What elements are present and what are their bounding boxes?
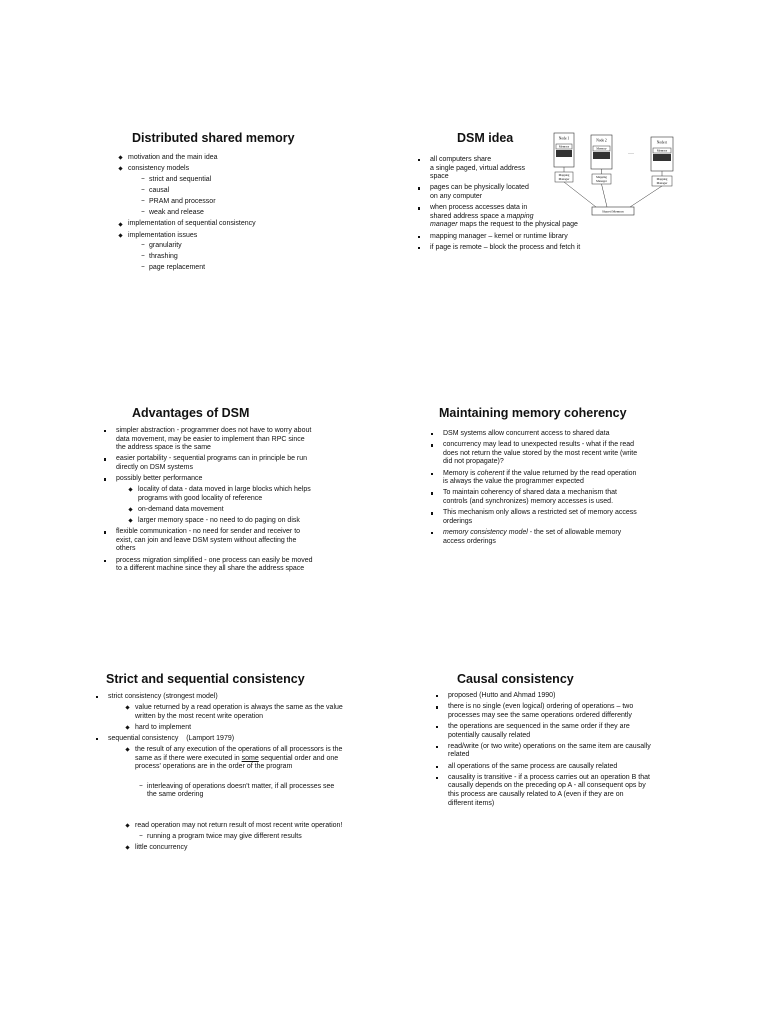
- bullet-list: [430, 430, 688, 549]
- list-item: if page is remote – block the process and fetch it: [417, 244, 687, 253]
- svg-text:Manager: Manager: [596, 179, 607, 183]
- list-item: mapping manager – kernel or runtime library: [417, 233, 687, 242]
- list-item: little concurrency: [125, 844, 370, 853]
- list-item: larger memory space - no need to do paging on disk: [128, 517, 368, 526]
- svg-text:Node 2: Node 2: [596, 138, 607, 143]
- list-item: memory consistency model - the set of allowable memory access orderings: [430, 529, 688, 546]
- svg-text:Node 1: Node 1: [558, 136, 570, 141]
- list-item: hard to implement: [125, 724, 370, 733]
- list-item: flexible communication - no need for sender and receiver to exist, can join and leave DSM system without affecting the others: [103, 528, 368, 554]
- list-item: when process accesses data in shared address space a mapping manager maps the request to the physical page: [417, 204, 687, 230]
- bullet-list: [118, 154, 368, 276]
- svg-text:Memory: Memory: [558, 144, 570, 149]
- slide-title: Causal consistency: [457, 672, 574, 686]
- list-item: read/write (or two write) operations on the same item are causally related: [435, 743, 685, 760]
- bullet-list: [103, 427, 368, 576]
- list-item: locality of data - data moved in large blocks which helps programs with good locality of reference: [128, 486, 368, 503]
- ellipsis-label: ......: [628, 150, 634, 155]
- svg-text:Manager: Manager: [656, 181, 668, 185]
- svg-text:Node n: Node n: [656, 140, 668, 145]
- slide-title: Advantages of DSM: [132, 406, 250, 420]
- list-item: Memory is coherent if the value returned by the read operation is always the value the programmer expected: [430, 470, 688, 487]
- svg-text:Mapping: Mapping: [656, 177, 668, 182]
- list-item: on-demand data movement: [128, 506, 368, 515]
- dsm-architecture-diagram: [552, 130, 680, 220]
- list-item: pages can be physically located on any computer: [417, 184, 687, 201]
- list-item: ⌣ thrashing: [142, 253, 368, 262]
- bullet-list: [435, 692, 685, 811]
- slide-title: Maintaining memory coherency: [439, 406, 627, 420]
- list-item: implementation of sequential consistency: [118, 220, 368, 229]
- list-item: concurrency may lead to unexpected results - what if the read does not return the value stored by the most recent write (write did not propagate)?: [430, 441, 688, 467]
- list-item: the result of any execution of the operations of all processors is the same as if there were executed in some sequential order and one process' operations are in the order of the program ⌣ interleaving of operations doesn't matter, if all processes see the same ordering: [125, 746, 370, 820]
- list-item: ⌣ interleaving of operations doesn't matter, if all processes see the same ordering: [140, 783, 370, 800]
- list-item: ⌣ PRAM and processor: [142, 198, 368, 207]
- list-item: read operation may not return result of most recent write operation! ⌣ running a program twice may give different results: [125, 822, 370, 842]
- list-item: simpler abstraction - programmer does not have to worry about data movement, may be easier to implement than RPC since the address space is the same: [103, 427, 368, 453]
- list-item: possibly better performance locality of data - data moved in large blocks which helps programs with good locality of reference on-demand data movement larger memory space - no need to do paging on disk: [103, 475, 368, 526]
- slide-title: Distributed shared memory: [132, 131, 295, 145]
- list-item: ⌣ strict and sequential: [142, 176, 368, 185]
- bullet-list: [95, 693, 370, 855]
- list-item: ⌣ granularity: [142, 242, 368, 251]
- svg-text:Memory: Memory: [596, 146, 607, 151]
- list-item: all operations of the same process are causally related: [435, 763, 685, 772]
- list-item: causality is transitive - if a process carries out an operation B that causally depends on the preceding op A - all consequent ops by this process are causally related to A (even if they are on different items): [435, 774, 685, 808]
- list-item: strict consistency (strongest model) value returned by a read operation is always the same as the value written by the most recent write operation hard to implement: [95, 693, 370, 732]
- slide-title: Strict and sequential consistency: [106, 672, 305, 686]
- list-item: proposed (Hutto and Ahmad 1990): [435, 692, 685, 701]
- list-item: process migration simplified - one process can easily be moved to a different machine since they all share the address space: [103, 557, 368, 574]
- list-item: there is no single (even logical) ordering of operations – two processes may see the same operations ordered differently: [435, 703, 685, 720]
- list-item: implementation issues ⌣ granularity ⌣ thrashing ⌣ page replacement: [118, 232, 368, 274]
- list-item: all computers share a single paged, virtual address space: [417, 156, 687, 182]
- list-item: ⌣ page replacement: [142, 264, 368, 273]
- list-item: This mechanism only allows a restricted set of memory access orderings: [430, 509, 688, 526]
- svg-text:Shared Memory: Shared Memory: [602, 209, 624, 214]
- list-item: ⌣ weak and release: [142, 209, 368, 218]
- list-item: DSM systems allow concurrent access to shared data: [430, 430, 688, 439]
- list-item: sequential consistency (Lamport 1979) the result of any execution of the operations of all processors is the same as if there were executed in some sequential order and one process' operations are in the order of the program ⌣ interleaving of operations doesn't matter, if all processes see the same ordering read operation may not return result of most recent write operation! ⌣ running a program twice may give different results little concurrency: [95, 735, 370, 853]
- svg-text:Manager: Manager: [558, 177, 570, 181]
- list-item: ⌣ causal: [142, 187, 368, 196]
- list-item: To maintain coherency of shared data a mechanism that controls (and synchronizes) memory accesses is used.: [430, 489, 688, 506]
- svg-text:Memory: Memory: [656, 148, 668, 153]
- list-item: consistency models ⌣ strict and sequential ⌣ causal ⌣ PRAM and processor ⌣ weak and release: [118, 165, 368, 218]
- list-item: ⌣ running a program twice may give different results: [140, 833, 370, 842]
- slide-title: DSM idea: [457, 131, 514, 145]
- svg-text:Mapping: Mapping: [596, 175, 607, 180]
- svg-text:Mapping: Mapping: [558, 173, 570, 178]
- list-item: the operations are sequenced in the same order if they are potentially causally related: [435, 723, 685, 740]
- list-item: easier portability - sequential programs can in principle be run directly on DSM systems: [103, 455, 368, 472]
- list-item: value returned by a read operation is always the same as the value written by the most recent write operation: [125, 704, 370, 721]
- list-item: motivation and the main idea: [118, 154, 368, 163]
